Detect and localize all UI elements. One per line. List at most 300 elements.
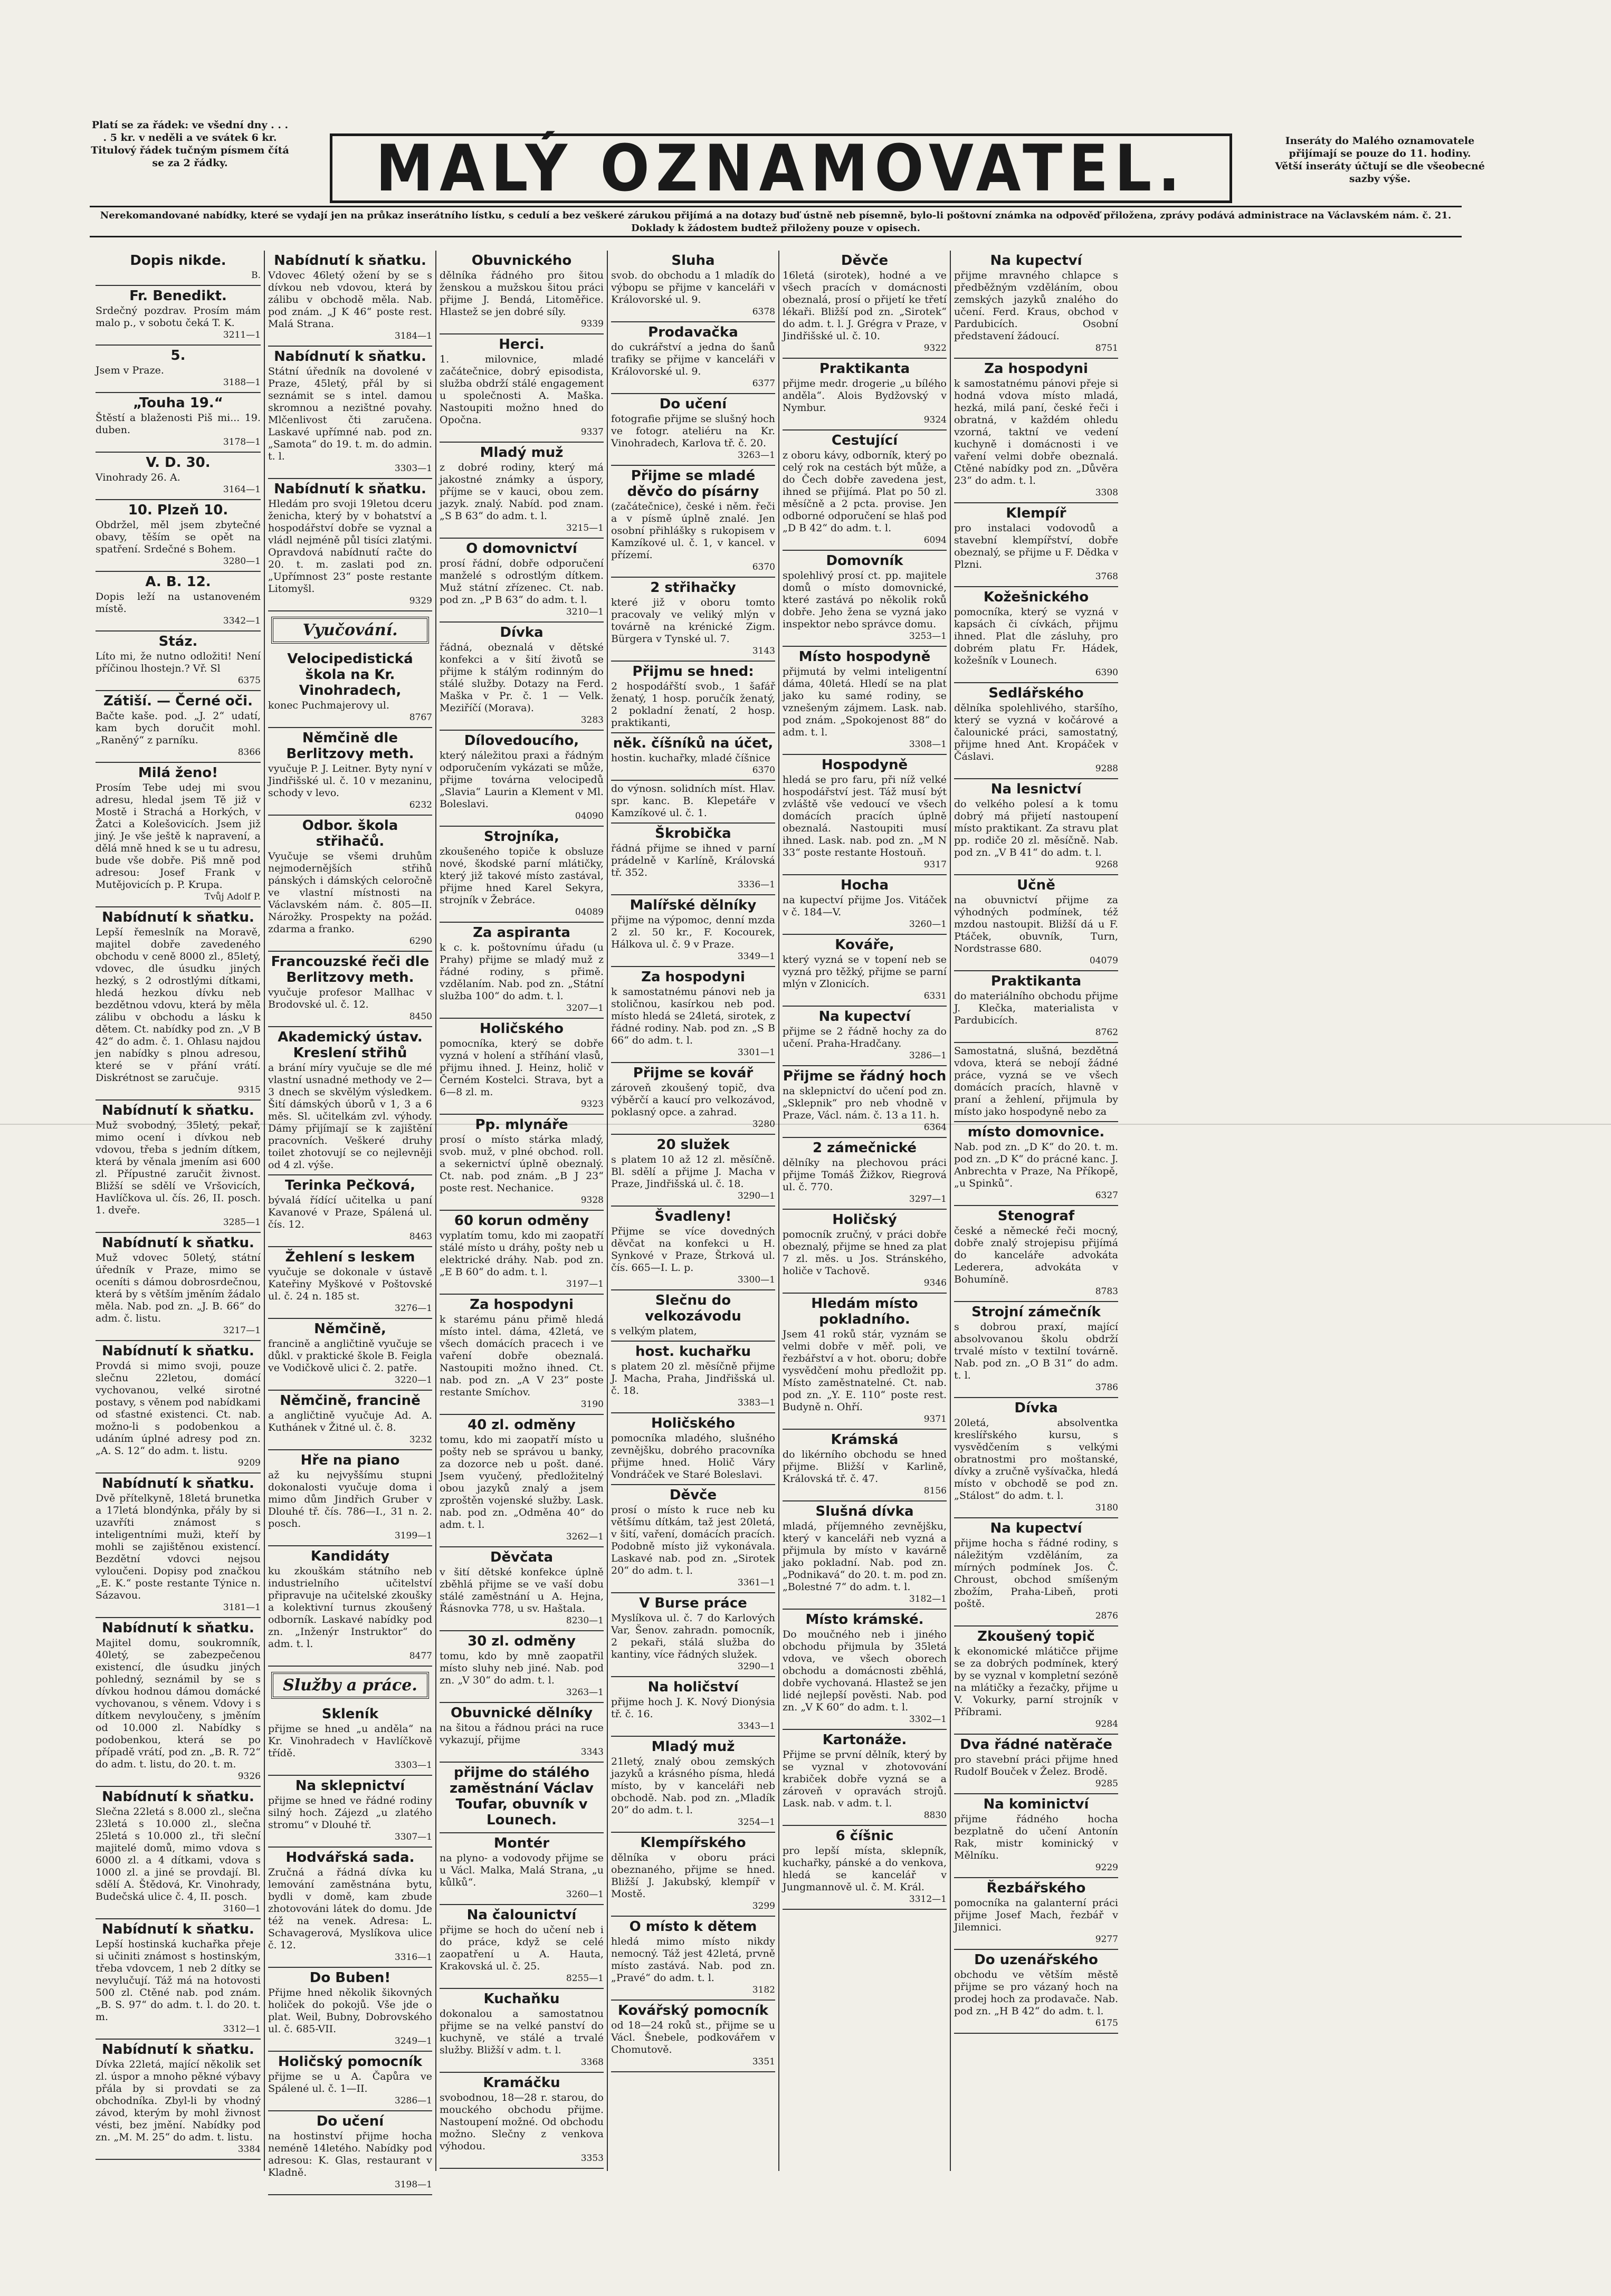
ad-title: Mladý muž (651, 1739, 735, 1755)
ad-code: 3786 (1095, 1382, 1118, 1393)
ad-code: 3143 (752, 646, 775, 656)
ad-code: 3232 (409, 1434, 432, 1445)
ad-title: Sedlářského (988, 685, 1084, 701)
classified-ad (96, 1618, 261, 1787)
ad-text: pomocníka mladého, slušného zevnějšku, dobrého pracovníka přijme hned. Holič Váry Vondráček ve Staré Boleslavi. (611, 1432, 775, 1480)
ad-title: Stáz. (158, 634, 198, 649)
classified-ad (783, 1066, 947, 1138)
ad-text: řádná přijme se ihned v parní prádelně v Karlíně, Královská tř. 352. (611, 843, 775, 878)
classified-ad (268, 2052, 432, 2111)
ad-title: Strojníka, (484, 829, 559, 845)
classified-ad (954, 587, 1118, 683)
section-heading-services: Služby a práce. (271, 1672, 429, 1699)
ad-code: 6378 (752, 307, 775, 317)
classified-ad (611, 967, 775, 1063)
ad-code: 3286—1 (394, 2096, 432, 2106)
ad-code: B. (251, 270, 261, 281)
ad-title: Malířské dělníky (630, 897, 757, 913)
classified-ad (268, 1247, 432, 1319)
ad-text: dělníky na plechovou práci přijme Tomáš Žižkov, Riegrová ul. č. 770. (783, 1157, 947, 1193)
classified-ad (954, 875, 1118, 971)
ad-text: prosí o místo stárka mladý, svob. muž, v plné obchod. roll. a sekernictví úplně obeznalý. Ct. nab. pod znám. „B J 23“ poste rest. Nechanice. (440, 1134, 604, 1194)
ad-text: na sklepnictví do učení pod zn. „Sklepnik“ pro neb vhodně v Praze, Václ. nám. č. 13 a 11. h. (783, 1085, 947, 1121)
ad-title: Řezbářského (986, 1880, 1086, 1896)
ad-title: Na kupectví (990, 1520, 1082, 1536)
ad-text: přijme medr. drogerie „u bílého anděla“. Alois Bydžovský v Nymbur. (783, 378, 947, 414)
classified-ad (611, 1833, 775, 1917)
classified-ad (440, 1703, 604, 1763)
ad-text: přijmutá by velmi inteligentní dáma, 40letá. Hledí se na plat jako ku samé rodiny, se vznešeným zájmem. Lask. nab. pod znám. „Spokojenost 88“ do adm. t. l. (783, 666, 947, 738)
ad-text: vyučuje P. J. Leitner. Byty nyní v Jindřišské ul. č. 10 v mezaninu, schody v levo. (268, 763, 432, 799)
classified-ad (96, 1787, 261, 1919)
ad-code: 3351 (752, 2056, 775, 2067)
ad-text: vyučuje se dokonale v ústavě Kateřiny Myškové v Poštovské ul. č. 24 n. 185 st. (268, 1266, 432, 1302)
ad-title: Děvče (669, 1487, 717, 1503)
ad-text: Dívka 22letá, mající několik set zl. úspor a mnoho pěkné výbavy přála by si provdati se za obchodníka. Zbyl-li by vhodný závod, kterým by mohl živnost vésti, bez jmění. Nabídky pod zn. „M. M. 25“ do adm. t. listu. (96, 2059, 261, 2143)
ad-text: Štěstí a blaženosti Piš mi... 19. duben. (96, 412, 261, 436)
ad-code: 9326 (237, 1771, 261, 1782)
ad-title: Přijme se mladé děvčo do písárny (627, 468, 759, 500)
ad-title: Učně (1017, 877, 1055, 893)
ad-text: svob. do obchodu a 1 mladík do výbopu se přijme v kanceláři v Královorské ul. 9. (611, 270, 775, 305)
ad-code: 9337 (580, 427, 604, 437)
ad-title: Dva řádné natěrače (960, 1737, 1112, 1753)
ad-text: k samostatnému pánovi přeje si hodná vdova místo mladá, hezká, milá paní, české řeči i obratná, v každém ohledu vzorná, taktní ve vedení kuchyně i domácnosti i ve vaření velmi dobře obeznalá. Ctěné nabídky pod zn. „Důvěra 23“ do adm. t. l. (954, 378, 1118, 486)
classified-ad (268, 728, 432, 816)
ad-title: Na lesnictví (990, 781, 1082, 797)
classified-ad (783, 251, 947, 359)
ad-code: 3260—1 (566, 1889, 604, 1900)
ad-title: Zátiší. — Černé oči. (103, 693, 253, 709)
ad-title: Prodavačka (648, 324, 738, 340)
ad-code: 3349—1 (737, 951, 775, 962)
classified-ad (783, 430, 947, 551)
ad-text: pomocníka na galanterní práci přijme Josef Mach, řezbář v Jilemnici. (954, 1897, 1118, 1933)
ad-code: Tvůj Adolf P. (204, 892, 261, 902)
ad-title: O místo k dětem (629, 1919, 757, 1935)
ad-code: 3253—1 (909, 631, 947, 642)
ad-text: na obuvnictví přijme za výhodných podmínek, též mzdou nastoupit. Bližší dá u F. Ptáček, obuvník, Turn, Nordstrasse 680. (954, 894, 1118, 954)
classified-ad (96, 346, 261, 393)
ad-text: pomocníka, který se vyzná v kapsách či cívkách, přijmu ihned. Plat dle zásluhy, pro dobrém platu Fr. Hádek, kožešník v Lounech. (954, 606, 1118, 666)
ad-code: 6290 (409, 936, 432, 946)
ad-title: Montér (493, 1835, 550, 1851)
classified-ad (268, 816, 432, 952)
ad-text: 21letý, znalý obou zemských jazyků a krásného písma, hledá místo, by v kanceláři neb obchodě. Nab. pod zn. „Mladík 20“ do adm. t. l. (611, 1756, 775, 1816)
classified-ad (96, 500, 261, 572)
ad-title: Strojní zámečník (971, 1304, 1101, 1320)
ad-text: na kupectví přijme Jos. Vitáček v č. 184—V. (783, 894, 947, 918)
ad-text: Prosím Tebe udej mi svou adresu, hledal jsem Tě již v Mostě i Strachá a Horkých, v Žatci a Kolešovicích. Jsem již jiný. Je vše ještě k napravení, a dělá mně hned k se u tu adresu, bude vše dobře. Piš mně pod adresou: Josef Frank v Mutějovicích p. P. Krupa. (96, 782, 261, 891)
ad-code: 3181—1 (223, 1602, 261, 1613)
ad-title: Děvčata (490, 1549, 554, 1565)
ad-text: 1. milovnice, mladé začátečnice, dobrý episodista, služba obdrží stálé engagement u společnosti A. Maška. Nastoupiti možno hned do Opočna. (440, 353, 604, 426)
ad-code: 3285—1 (223, 1217, 261, 1228)
classified-ad (611, 1342, 775, 1413)
ad-title: Němčině, (314, 1321, 386, 1337)
classified-ad (783, 1294, 947, 1430)
classified-ad (611, 781, 775, 824)
ad-code: 8477 (409, 1651, 432, 1661)
ad-title: Žehlení s leskem (285, 1249, 415, 1265)
ad-title: něk. číšníků na účet, (613, 735, 774, 751)
ad-title: Klempíř (1006, 505, 1066, 521)
ad-text: tomu, kdo by mně zaopatřil místo sluhy neb jiné. Nab. pod zn. „V 30“ do adm. t. l. (440, 1650, 604, 1686)
classified-ad (96, 691, 261, 763)
classified-ad (96, 1474, 261, 1618)
ad-columns (92, 251, 1496, 2190)
ad-text: dokonalou a samostatnou přijme se na velké panství do kuchyně, ve stálé a trvalé služby. Bližší v adm. t. l. (440, 2008, 604, 2056)
ad-text: Hledám pro svoji 19letou dceru ženicha, který by v bohatství a hospodářství dobře se vyznal a vládl nejméně půl tisíci zlatými. Opravdová nabídnutí račte do 20. t. m. zaslati pod zn. „Upřímnost 23“ poste restante Litomyšl. (268, 498, 432, 595)
classified-ad (268, 1391, 432, 1450)
ad-text: a angličtině vyučuje Ad. A. Kuthánek v Žitné ul. č. 8. (268, 1410, 432, 1433)
ad-code: 3299 (752, 1901, 775, 1911)
ad-text: dělníka spolehlivého, staršího, který se vyzná v kočárové a čalounické práci, samostatný, přijme hned Ant. Kropáček v Čáslavi. (954, 702, 1118, 762)
ad-title: Na kominictví (983, 1796, 1089, 1812)
ad-title: O domovnictví (466, 541, 577, 557)
ad-text: na šitou a řádnou práci na ruce vykazují, přijme (440, 1722, 604, 1746)
ad-text: Přijme hned několik šikovných holiček do pokojů. Vše jde o plat. Weil, Bubny, Dobrovského ul. č. 685-VII. (268, 1987, 432, 2035)
ad-title: Za hospodyni (641, 969, 745, 985)
ad-text: přijme hoch J. K. Nový Dionýsia tř. č. 16. (611, 1696, 775, 1720)
ad-code: 3280 (752, 1119, 775, 1130)
ad-text: pro stavební práci přijme hned Rudolf Bouček v Želez. Brodě. (954, 1754, 1118, 1777)
classified-ad (611, 662, 775, 733)
ad-title: Do učení (316, 2113, 384, 2129)
classified-ad (440, 1833, 604, 1905)
ad-text: pro lepší místa, sklepník, kuchařky, pánské a do venkova, hledá se kancelář v Jungmannově ul. č. M. Král. (783, 1845, 947, 1893)
ad-text: fotografie přijme se slušný hoch ve fotogr. ateliéru na Kr. Vinohradech, Karlova tř. č. 20. (611, 413, 775, 449)
ad-code: 3290—1 (737, 1191, 775, 1201)
ad-code: 6175 (1095, 2018, 1118, 2029)
ad-code: 3217—1 (223, 1325, 261, 1336)
ad-code: 3276—1 (394, 1303, 432, 1314)
classified-ad (954, 1398, 1118, 1518)
ad-title: Hře na piano (300, 1452, 400, 1468)
ad-code: 9315 (237, 1085, 261, 1095)
classified-ad (611, 824, 775, 895)
ad-code: 3220—1 (394, 1375, 432, 1385)
ad-code: 8450 (409, 1011, 432, 1022)
ad-code: 3361—1 (737, 1577, 775, 1588)
ad-text: Vyučuje se všemi druhům nejmodernějších střihů pánských i dámských celoročně ve vlastní místnosti na Václavském nám. č. 805—II. Nárožky. Prospekty na požád. zdarma a franko. (268, 850, 432, 935)
ad-code: 9285 (1095, 1778, 1118, 1789)
ad-code: 9209 (237, 1458, 261, 1468)
ad-title: Kramáčku (483, 2075, 560, 2091)
ad-text: mladá, příjemného zevnějšku, který v kanceláři neb vyzná a přijmula by místo v kavárně jako pokladní. Nab. pod zn. „Podnikavá“ do 20. t. m. pod zn. „Bolestné 7“ do adm. t. l. (783, 1520, 947, 1593)
ad-text: dělníka v oboru práci obeznaného, přijme se hned. Bližší J. Jakubský, klempíř v Mostě. (611, 1852, 775, 1900)
classified-ad (954, 503, 1118, 587)
ad-title: Velocipedistická škola na Kr. Vinohradech, (287, 651, 413, 699)
classified-ad (611, 578, 775, 662)
ad-title: Němčině dle Berlitzovy meth. (286, 730, 414, 762)
classified-ad (954, 1043, 1118, 1122)
ad-text: Muž svobodný, 35letý, pekař, mimo ocení i dívkou neb vdovou, třeba s jedním dítkem, která by věnala jmením asi 600 zl. Přípustné zaručit živnost. Bližší se sdělí ve Vršovicích, Havlíčkova ul. čís. 26, II. posch. 1. dveře. (96, 1120, 261, 1216)
ad-title: Přijme se řádný hoch (783, 1068, 947, 1084)
classified-ad (268, 1776, 432, 1848)
ad-title: Domovník (826, 553, 903, 569)
ad-text: vyplatím tomu, kdo mi zaopatří stálé místo u dráhy, pošty neb u elektrické dráhy. Nab. pod zn. „E B 60“ do adm. t. l. (440, 1230, 604, 1278)
ad-text: do výnosn. solidních míst. Hlav. spr. kanc. B. Klepetáře v Kamzíkové ul. č. 1. (611, 783, 775, 819)
ad-code: 8463 (409, 1231, 432, 1242)
ad-text: přijme se hoch do učení neb i do práce, když se celé zaopatření u A. Hauta, Krakovská ul. č. 25. (440, 1924, 604, 1972)
classified-ad (611, 895, 775, 967)
classified-ad (440, 1295, 604, 1415)
classified-ad (268, 1704, 432, 1776)
ad-text: s platem 20 zl. měsíčně přijme J. Macha, Praha, Jindřišská ul. č. 18. (611, 1361, 775, 1396)
ad-title: Do Buben! (309, 1970, 391, 1986)
classified-ad (96, 1919, 261, 2040)
ad-title: Klempířského (640, 1835, 746, 1851)
ad-title: Kuchaňku (483, 1991, 560, 2007)
ad-code: 3343 (580, 1747, 604, 1757)
classified-ad (611, 466, 775, 578)
ad-title: Na čalounictví (466, 1907, 577, 1923)
ad-code: 9284 (1095, 1719, 1118, 1729)
ad-title: 2 střihačky (650, 580, 736, 596)
classified-ad (611, 251, 775, 322)
classified-ad (268, 1175, 432, 1247)
ad-code: 3182 (752, 1985, 775, 1995)
ad-code: 3307—1 (394, 1832, 432, 1842)
ad-title: Obuvnické dělníky (450, 1705, 593, 1721)
ad-title: Kovářský pomocník (617, 2003, 769, 2018)
title-box (330, 131, 1232, 206)
ad-code: 3383—1 (737, 1398, 775, 1408)
classified-ad (268, 649, 432, 728)
ad-text: přijme se hned „u anděla“ na Kr. Vinohradech v Havlíčkově třídě. (268, 1723, 432, 1759)
ad-title: 20 služek (656, 1137, 730, 1153)
classified-ad (268, 347, 432, 479)
classified-ad (440, 1019, 604, 1115)
ad-code: 3353 (580, 2153, 604, 2164)
ad-title: Na holičství (647, 1679, 739, 1695)
ad-code: 3160—1 (223, 1903, 261, 1914)
ad-text: hostin. kuchařky, mladé číšnice (611, 752, 770, 764)
ad-code: 3198—1 (394, 2179, 432, 2190)
submission-info: Inseráty do Malého oznamovatele přijímají se pouze do 11. hodiny. Větší inseráty účtují se dle všeobecné sazby výše. (1275, 135, 1485, 185)
column-1 (92, 251, 264, 2171)
classified-ad (611, 322, 775, 394)
ad-text: Lepší řemeslník na Moravě, majitel dobře zavedeného obchodu v ceně 8000 zl., 85letý, vdovec, dle úsudku jiných hezký, s 2 odrostlými dítkami, hledá hezkou dívku neb bezdětnou vdovu, která by měla zálibu v obchodu a lásku k dětem. Ct. nabídky pod zn. „V B 42“ do adm. č. 1. Ohlasu najdou jen nabídky s plnou adresou, které se v přání vrátí. Diskrétnost se zaručuje. (96, 926, 261, 1084)
ad-text: obchodu ve větším městě přijme se pro vázaný hoch na prodej hoch za prodavače. Nab. pod zn. „H B 42“ do adm. t. l. (954, 1969, 1118, 2017)
classified-ad (611, 1207, 775, 1290)
classified-ad (268, 1319, 432, 1391)
ad-code: 3210—1 (566, 607, 604, 617)
ad-text: Jsem v Praze. (96, 365, 164, 376)
ad-title: Hodvářská sada. (285, 1850, 415, 1866)
ad-title: Na kupectví (818, 1009, 911, 1025)
classified-ad (783, 1501, 947, 1610)
ad-code: 3316—1 (394, 1952, 432, 1963)
ad-code: 3343—1 (737, 1721, 775, 1731)
ad-title: 10. Plzeň 10. (128, 502, 228, 518)
ad-title: Cestující (831, 433, 898, 448)
ad-text: přijme se 2 řádně hochy za do učení. Praha-Hradčany. (783, 1026, 947, 1049)
ad-title: Nabídnutí k sňatku. (274, 349, 426, 365)
classified-ad (440, 1763, 604, 1833)
ad-text: přijme řádného hocha bezplatně do učení Antonín Rak, mistr kominický v Mělníku. (954, 1813, 1118, 1861)
classified-ad (440, 1547, 604, 1631)
ad-code: 3312—1 (909, 1894, 947, 1905)
classified-ad (268, 1450, 432, 1546)
ad-text: Zručná a řádná dívka ku lemování zaměstnána bytu, bydli v domě, kam zbude zhotovováni látek do domu. Jde též na venek. Adresa: L. Schavagerová, Myslíkova ulice č. 12. (268, 1867, 432, 1951)
ad-code: 3286—1 (909, 1050, 947, 1061)
ad-text: 2 hospodářští svob., 1 šafář ženatý, 1 hosp. poručík ženatý, 2 pokladní ženatí, 2 hosp. praktikanti, (611, 681, 775, 729)
classified-ad (611, 1485, 775, 1593)
ad-text: Dopis leží na ustanoveném místě. (96, 591, 261, 615)
ad-title: Praktikanta (990, 973, 1082, 989)
ad-code: 9328 (580, 1195, 604, 1206)
classified-ad (954, 1878, 1118, 1950)
ad-text: k samostatnému pánovi neb ja stoličnou, kasírkou neb pod. místo hledá se 24letá, sirotek, z řádné rodiny. Nab. pod zn. „S B 66“ do adm. t. l. (611, 986, 775, 1046)
ad-title: Obuvnického (471, 253, 572, 269)
column-6 (950, 251, 1121, 2171)
ad-code: 3190 (580, 1399, 604, 1410)
ad-code: 3301—1 (737, 1047, 775, 1058)
ad-code: 3303—1 (394, 463, 432, 474)
ad-text: s velkým platem, (611, 1325, 697, 1337)
classified-ad (440, 2073, 604, 2169)
classified-ad (440, 443, 604, 539)
ad-code: 8366 (237, 747, 261, 758)
ad-code: 6364 (923, 1122, 947, 1133)
ad-title: 6 číšnic (835, 1828, 894, 1844)
classified-ad (611, 1135, 775, 1207)
ad-title: Hospodyně (821, 757, 908, 773)
ad-title: Do učení (659, 396, 727, 412)
ad-title: Holičský pomocník (278, 2054, 423, 2070)
ad-title: host. kuchařku (635, 1344, 751, 1360)
ad-text: z oboru kávy, odborník, který po celý rok na cestách být může, a do Čech dobře zavedena jest, ihned se přijímá. Plat po 50 zl. měsíčně a 2 pcta. provise. Jen odborné odporučení se hlaš pod „D B 42“ do adm. t. l. (783, 449, 947, 534)
ad-code: 3336—1 (737, 879, 775, 890)
ad-code: 3768 (1095, 571, 1118, 582)
ad-code: 9322 (923, 343, 947, 353)
ad-text: který vyzná se v topení neb se vyzná pro těžký, přijme se parní mlýn v Zlonicích. (783, 954, 947, 990)
classified-ad (783, 1730, 947, 1826)
classified-ad (96, 393, 261, 453)
ad-code: 04089 (575, 907, 604, 917)
ad-code: 3263—1 (566, 1687, 604, 1698)
ad-text: zároveň zkoušený topič, dva výběrčí a kaucí pro velkozávod, poklasný opce. a zahrad. (611, 1082, 775, 1118)
classified-ad (954, 1627, 1118, 1735)
ad-title: Na kupectví (990, 253, 1082, 269)
ad-title: Holičského (651, 1415, 735, 1431)
ad-text: prosí řádní, dobře odporučení manželé s odrostlým dítkem. Muž státní zřízenec. Ct. nab. pod zn. „P B 63“ do adm. t. l. (440, 558, 604, 606)
ad-code: 9277 (1095, 1934, 1118, 1945)
ad-text: do materiálního obchodu přijme J. Klečka, materialista v Pardubicích. (954, 990, 1118, 1026)
ad-title: Odbor. škola střihačů. (302, 818, 398, 849)
ad-code: 9329 (409, 596, 432, 606)
classified-ad (611, 1917, 775, 2001)
ad-code: 3197—1 (566, 1279, 604, 1289)
classified-ad (783, 1138, 947, 1210)
ad-code: 04090 (575, 811, 604, 821)
ad-text: přijme hocha s řádné rodiny, s náležitým vzděláním, za mírných podmínek Jos. Č. Chroust, obchod smíšeným zbožím, Praha-Libeň, proti poště. (954, 1537, 1118, 1610)
ad-code: 3342—1 (223, 616, 261, 626)
ad-code: 9317 (923, 859, 947, 870)
administration-notice: Nerekomandované nabídky, které se vydají jen na průkaz inserátního lístku, s cedulí a bez veškeré zárukou přijímá a na dotazy buď ústně neb písemně, bylo-li poštovní známka na odpověď přiložena, zprávy podává administrace na Václavském nám. č. 21. Doklady k žádostem budtež přiloženy pouze v opisech. (90, 206, 1462, 237)
ad-code: 3302—1 (909, 1714, 947, 1725)
ad-title: Švadleny! (654, 1209, 732, 1224)
ad-code: 9323 (580, 1099, 604, 1109)
classified-ad (611, 733, 775, 781)
ad-title: Místo krámské. (805, 1612, 924, 1628)
ad-title: V Burse práce (639, 1595, 747, 1611)
ad-text: zkoušeného topiče k obsluze nové, škodské parní mlátičky, který již takové místo zastával, přijme hned Karel Sekyra, strojník v Žebráce. (440, 846, 604, 906)
ad-text: k c. k. poštovnímu úřadu (u Prahy) přijme se mladý muž z řádné rodiny, s přimě. vzdělaním. Nab. pod zn. „Státní služba 100“ do adm. t. l. (440, 942, 604, 1002)
ad-code: 6331 (923, 991, 947, 1001)
ad-title: 40 zl. odměny (468, 1417, 576, 1433)
ad-title: V. D. 30. (146, 455, 211, 471)
ad-title: Za hospodyni (984, 361, 1088, 377)
ad-title: Fr. Benedikt. (129, 288, 227, 304)
classified-ad (954, 1518, 1118, 1627)
ad-text: konec Puchmajerovy ul. (268, 700, 389, 711)
ad-title: Nabídnutí k sňatku. (274, 481, 426, 497)
ad-text: hledá se pro faru, při níž velké hospodářství jest. Táž musí být zvláště vše vedoucí ve všech domácích pracích úplně obeznalá. Nastoupiti musí ihned. Lask. nab. pod zn. „M N 33“ poste restante Hostouň. (783, 774, 947, 858)
ad-text: který náležitou praxi a řádným odporučením vykázati se může, přijme továrna velocipedů „Slavia“ Laurin a Klement v Ml. Boleslavi. (440, 750, 604, 810)
classified-ad (954, 359, 1118, 503)
ad-text: vyučuje profesor Mallhac v Brodovské ul. č. 12. (268, 987, 432, 1010)
ad-text: Líto mi, že nutno odložiti! Není příčinou lhostejn.? Vř. Sl (96, 650, 261, 674)
ad-code: 3199—1 (394, 1530, 432, 1541)
classified-ad (783, 647, 947, 755)
ad-title: Akademický ústav. Kreslení střihů (278, 1029, 423, 1061)
ad-code: 3178—1 (223, 437, 261, 447)
classified-ad (783, 1210, 947, 1294)
column-5 (778, 251, 950, 2171)
ad-code: 3300—1 (737, 1275, 775, 1285)
classified-ad (954, 1794, 1118, 1878)
classified-ad (783, 1610, 947, 1730)
ad-title: Milá ženo! (138, 765, 218, 781)
ad-title: Za aspiranta (473, 925, 570, 941)
ad-code: 3368 (580, 2057, 604, 2068)
ad-code: 2876 (1095, 1611, 1118, 1621)
classified-ad (440, 334, 604, 443)
classified-ad (783, 1826, 947, 1910)
ad-title: Holičského (480, 1021, 564, 1037)
ad-title: Dílovedoucího, (464, 733, 579, 749)
ad-title: Nabídnutí k sňatku. (102, 1343, 254, 1359)
classified-ad (268, 2111, 432, 2195)
ad-text: bývalá řídící učitelka u paní Kavanové v Praze, Spálená ul. čís. 12. (268, 1194, 432, 1230)
classified-ad (783, 935, 947, 1007)
ad-text: prosí o místo k ruce neb ku většímu dítkám, taž jest 20letá, v šití, vaření, domácích pracích. Podobně místo již vykonávala. Laskavé nab. pod zn. „Sirotek 20“ do adm. t. l. (611, 1504, 775, 1576)
ad-title: Dívka (500, 625, 544, 640)
ad-title: Kartonáže. (822, 1732, 907, 1748)
classified-ad (611, 1677, 775, 1737)
ad-code: 3283 (580, 715, 604, 725)
column-2 (264, 251, 435, 2190)
ad-code: 3384 (237, 2144, 261, 2155)
ad-text: Do moučného neb i jiného obchodu přijmula by 35letá vdova, ve všech oborech obchodu a domácnosti zběhlá, dobře vychovaná. Hlastež se jen lidé nejlepší pověsti. Nab. pod zn. „V K 60“ do adm. t. l. (783, 1629, 947, 1713)
ad-text: k starému pánu přimě hledá místo intel. dáma, 42letá, ve všech domácích pracech i ve vaření dobře obeznalá. Nastoupiti možno ihned. Ct. nab. pod zn. „A V 23“ poste restante Smíchov. (440, 1314, 604, 1398)
ad-text: od 18—24 roků st., přijme se u Václ. Šnebele, podkovářem v Chomutově. (611, 2020, 775, 2055)
classified-ad (954, 1206, 1118, 1302)
ad-title: Přijmu se hned: (632, 664, 754, 680)
ad-text: spolehlivý prosí ct. pp. majitele domů o místo domovnické, které zastává po několik roků dobře. Jeho žena se vyzná jako inspektor nebo správce domu. (783, 570, 947, 630)
ad-text: 16letá (sirotek), hodné a ve všech pracích v domácnosti obeznalá, prosí o přijetí ke třetí lékaři. Bližší pod zn. „Sirotek“ do adm. t. l. J. Grégra v Praze, v Jindřišské ul. č. 10. (783, 270, 947, 342)
ad-text: Majitel domu, soukromník, 40letý, se zabezpečenou existencí, dle úsudku jiných pohledný, seznámil by se s dívkou hodnou dámou domácké vychovanou, s věnem. Vdovy i s dítkem nevyloučeny, s jměním od 10.000 zl. Nabídky s podobenkou, která se po případě vrátí, pod zn. „B. R. 72“ do adm. t. listu, do 20. t. m. (96, 1637, 261, 1770)
ad-title: 30 zl. odměny (468, 1633, 576, 1649)
ad-code: 3184—1 (394, 331, 432, 341)
ad-text: do likérního obchodu se hned přijme. Bližší v Karlině, Královská tř. č. 47. (783, 1449, 947, 1485)
ad-title: Mladý muž (480, 445, 564, 461)
price-info: Platí se za řádek: ve všední dny . . . . 5 kr. v neděli a ve svátek 6 kr. Titulový řádek tučným písmem čítá se za 2 řádky. (91, 119, 289, 169)
classified-ad (954, 683, 1118, 779)
